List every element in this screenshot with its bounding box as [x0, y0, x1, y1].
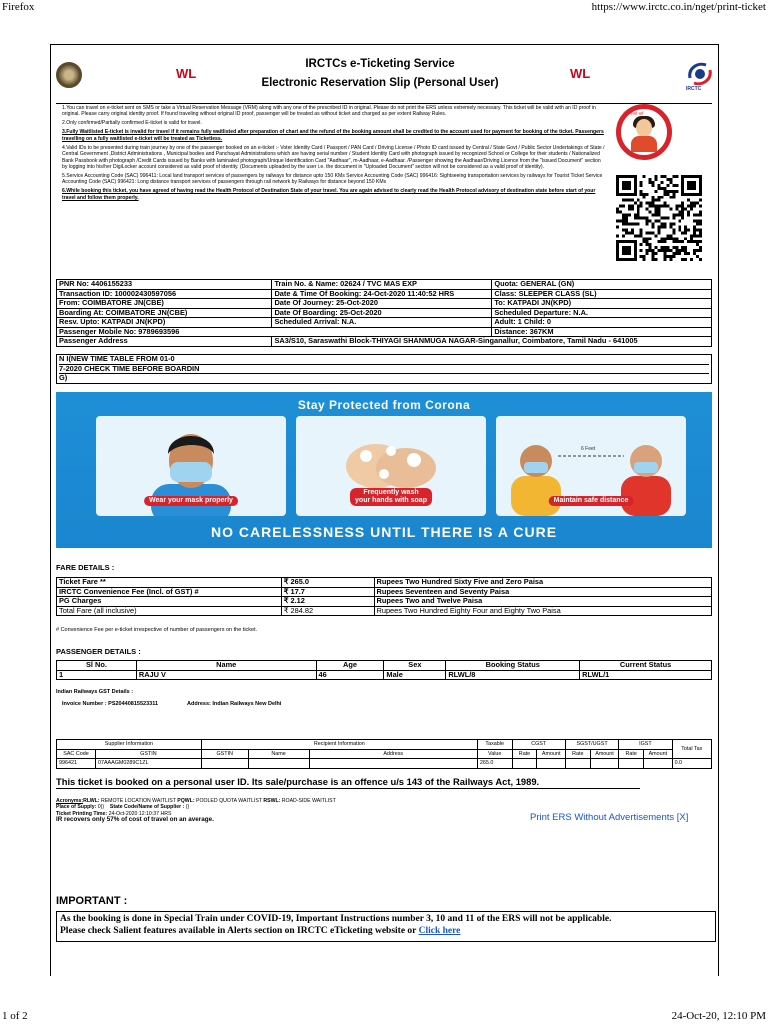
caption-distance: Maintain safe distance: [549, 496, 634, 506]
date-of-journey: Date Of Journey: 25-Oct-2020: [272, 299, 492, 309]
table-header-row: [57, 749, 712, 759]
gst-header-name: Name: [248, 749, 309, 759]
gst-cell: [248, 759, 309, 769]
gst-heading: Indian Railways GST Details :: [56, 689, 134, 695]
acronyms-label: Acronyms:: [56, 798, 84, 804]
date-of-boarding: Date Of Boarding: 25-Oct-2020: [272, 308, 492, 318]
gst-header-cgst: CGST: [512, 740, 565, 750]
passenger-table: [56, 660, 712, 680]
to-station: To: KATPADI JN(KPD): [492, 299, 712, 309]
gst-cell: [512, 759, 537, 769]
fare-label: Total Fare (all inclusive): [57, 606, 282, 616]
gst-sac-code: 996421: [57, 759, 96, 769]
fare-amount: ₹ 284.82: [281, 606, 374, 616]
fare-words: Rupees Two and Twelve Paisa: [374, 597, 712, 607]
boarding-station: Boarding At: COIMBATORE JN(CBE): [57, 308, 272, 318]
page-border-left: [50, 44, 51, 976]
acronyms-block: [56, 798, 336, 823]
print-footer: [0, 1008, 768, 1024]
place-of-supply-label: Place of Supply:: [56, 804, 98, 811]
important-line-2: [60, 925, 712, 937]
passenger-cell: RLWL/8: [446, 670, 580, 680]
notice-underline: [56, 788, 640, 789]
table-row: [57, 280, 712, 290]
fare-label: Ticket Fare **: [57, 578, 282, 588]
header-divider: [56, 103, 712, 104]
passenger-header-cell: Name: [136, 661, 316, 671]
gst-header-recipient: Recipient Information: [201, 740, 477, 750]
passenger-header-cell: Age: [316, 661, 384, 671]
qr-code-icon: [616, 175, 702, 261]
gst-header-igst: IGST: [619, 740, 672, 750]
passenger-address: SA3/S10, Saraswathi Block-THIYAGI SHANMUGA NAGAR-Singanallur, Coimbatore, Tamil Nadu - 641005: [272, 337, 712, 347]
gst-address: Address: Indian Railways New Delhi: [187, 701, 282, 707]
gst-taxable-value: 265.0: [477, 759, 512, 769]
banner-title: Stay Protected from Corona: [297, 398, 471, 412]
distance-label: 6 Feet: [581, 446, 596, 452]
passenger-cell: RLWL/1: [580, 670, 712, 680]
journey-details-table: [56, 279, 712, 347]
table-row: [57, 318, 712, 328]
acr-rswl-text: ROAD-SIDE WAITLIST: [280, 798, 336, 804]
fare-label: IRCTC Convenience Fee (Incl. of GST) #: [57, 587, 282, 597]
important-line-2-text: Please check Salient features available in Alerts section on IRCTC eTicketing website or: [60, 926, 419, 936]
gst-header-sgst: SGST/UGST: [565, 740, 618, 750]
banner-panel-wash: [296, 416, 486, 516]
gst-header-amount: Amount: [537, 749, 565, 759]
table-header-row: [57, 661, 712, 671]
acr-pqwl-text: POOLED QUOTA WAITLIST: [194, 798, 264, 804]
passenger-cell: RAJU V: [136, 670, 316, 680]
gst-cell: [537, 759, 565, 769]
transaction-id: Transaction ID: 100002430597056: [57, 289, 272, 299]
table-row: [57, 337, 712, 347]
gst-header-sac: SAC Code: [57, 749, 96, 759]
gst-total-tax: 0.0: [672, 759, 711, 769]
passenger-heading: PASSENGER DETAILS :: [56, 647, 141, 656]
travel-class: Class: SLEEPER CLASS (SL): [492, 289, 712, 299]
gst-header-total: Total Tax: [672, 740, 711, 759]
page-title: IRCTCs e-Ticketing Service: [305, 58, 455, 70]
gst-header-value: Value: [477, 749, 512, 759]
table-row: [57, 759, 712, 769]
gst-header-amount: Amount: [644, 749, 672, 759]
fare-words: Rupees Two Hundred Sixty Five and Zero Paisa: [374, 578, 712, 588]
instruction-3: 3.Fully Waitlisted E-ticket is invalid for travel if it remains fully waitlisted after preparation of chart and the refund of the booking amount shall be credited to the account used for payment for booking of the ticket. Passengers travelling on a fully waitlisted e-ticket will be treated as Ticketless.: [62, 129, 604, 142]
instruction-2: 2.Only confirmed/Partially confirmed E-ticket is valid for travel.: [62, 120, 202, 127]
timetable-note-line: 7-2020 CHECK TIME BEFORE BOARDIN: [59, 364, 709, 374]
passenger-count: Adult: 1 Child: 0: [492, 318, 712, 328]
quota: Quota: GENERAL (GN): [492, 280, 712, 290]
table-row: [57, 606, 712, 616]
distance: Distance: 367KM: [492, 327, 712, 337]
passenger-header-cell: Booking Status: [446, 661, 580, 671]
invoice-number: Invoice Number : PS20440815523311: [62, 701, 159, 707]
caption-wash-line1: Frequently wash: [363, 489, 419, 496]
passenger-mobile: Passenger Mobile No: 9789693596: [57, 327, 492, 337]
table-header-row: [57, 740, 712, 750]
gst-table: [56, 739, 712, 769]
passenger-cell: Male: [384, 670, 446, 680]
table-row: [57, 289, 712, 299]
from-station: From: COIMBATORE JN(CBE): [57, 299, 272, 309]
print-datetime: 24-Oct-20, 12:10 PM: [671, 1010, 766, 1022]
cost-recovery-note: IR recovers only 57% of cost of travel on an average.: [56, 815, 214, 823]
irctc-logo-text: IRCTC: [686, 86, 702, 92]
scheduled-departure: Scheduled Departure: N.A.: [492, 308, 712, 318]
passenger-header-cell: Sex: [384, 661, 446, 671]
print-time-label: Ticket Printing Time:: [56, 810, 109, 817]
browser-app-name: Firefox: [2, 1, 35, 13]
print-time-value: 24-Oct-2020 12:10:37 HRS: [108, 810, 172, 817]
wl-right-label: WL: [570, 66, 591, 81]
booking-time: Date & Time Of Booking: 24-Oct-2020 11:40:52 HRS: [272, 289, 492, 299]
browser-header: [0, 0, 768, 16]
gst-header-amount: Amount: [590, 749, 618, 759]
instruction-6: 6.While booking this ticket, you have agreed of having read the Health Protocol of Destination State of your travel. You are again advised to clearly read the Health Protocol advisory of destination state before start of your travel and follow them properly.: [62, 188, 596, 201]
banner-panel-mask: [96, 416, 286, 516]
fare-words: Rupees Two Hundred Eighty Four and Eighty Two Paisa: [374, 606, 712, 616]
table-row: [57, 578, 712, 588]
fare-amount: ₹ 17.7: [281, 587, 374, 597]
gst-cell: [309, 759, 477, 769]
instruction-5: 5.Service Accounting Code (SAC) 996411: Local land transport services of passengers by railways for distance upto 150 KMs Service Accounting Code (SAC) 996416: Sightseeing transportation services by railways for Tourist Ticket Service Accounting Code (SAC) 996421: Long distance transport services of passengers through rail network by Railways for distance beyond 150 KMs: [62, 173, 603, 186]
banner-bottom-slogan: NO CARELESSNESS UNTIL THERE IS A CURE: [210, 524, 558, 540]
gst-header-rate: Rate: [619, 749, 644, 759]
important-box: [56, 911, 716, 942]
print-without-ads-link[interactable]: Print ERS Without Advertisements [X]: [530, 812, 689, 823]
fare-words: Rupees Seventeen and Seventy Paisa: [374, 587, 712, 597]
mascot-caption: सेवा परमो धर्म: [623, 111, 644, 116]
gst-header-address: Address: [309, 749, 477, 759]
page-subtitle: Electronic Reservation Slip (Personal User): [261, 77, 499, 89]
important-line-1: As the booking is done in Special Train under COVID-19, Important Instructions number 3, 10 and 11 of the ERS will not be applicable.: [60, 914, 612, 924]
caption-wash-line2: your hands with soap: [355, 497, 427, 504]
fare-amount: ₹ 2.12: [281, 597, 374, 607]
address-label: Passenger Address: [57, 337, 272, 347]
gst-header-taxable: Taxable: [477, 740, 512, 750]
table-row: [57, 597, 712, 607]
timetable-note: [56, 354, 712, 384]
caption-mask: Wear your mask properly: [144, 496, 238, 506]
acr-rlwl: RLWL:: [83, 798, 100, 804]
gst-cell: [644, 759, 672, 769]
fare-amount: ₹ 265.0: [281, 578, 374, 588]
important-heading: IMPORTANT :: [56, 895, 128, 907]
click-here-link[interactable]: Click here: [418, 926, 461, 936]
timetable-note-line: N I(NEW TIME TABLE FROM 01-0: [59, 354, 175, 363]
fare-label: PG Charges: [57, 597, 282, 607]
reservation-upto: Resv. Upto: KATPADI JN(KPD): [57, 318, 272, 328]
acr-rswl: RSWL:: [263, 798, 281, 804]
gst-cell: [619, 759, 644, 769]
caption-wash: [350, 488, 432, 506]
gst-cell: [201, 759, 248, 769]
state-code-label: State Code/Name of Supplier :: [109, 804, 186, 811]
acr-rlwl-text: REMOTE LOCATION WAITLIST: [99, 798, 178, 804]
banner-panel-distance: [496, 416, 686, 516]
table-row: [57, 327, 712, 337]
page-border-top: [50, 44, 719, 45]
place-of-supply-value: 0(): [97, 804, 105, 811]
table-row: [57, 299, 712, 309]
timetable-note-line: G): [59, 373, 709, 383]
passenger-cell: 1: [57, 670, 137, 680]
irctc-mascot-icon: [616, 104, 672, 160]
instructions-block: [62, 105, 607, 204]
gst-gstin: 07AAAGM0289C1ZL: [95, 759, 201, 769]
passenger-header-cell: Sl No.: [57, 661, 137, 671]
instruction-4: 4.Valid IDs to be presented during train journey by one of the passenger booked on an e-ticket :- Voter Identity Card / Passport / PAN Card / Driving License / Photo ID card issued by Central / State Govt / Public Sector Undertakings of State / Central Government ,District Administrations , Municipal bodies and Panchayat Administrations which are having serial number / Student Identity Card with photograph issued by recognized School or College for their students / Nationalized Bank Passbook with photograph /Credit Cards issued by Banks with laminated photograph/Unique Identification Card "Aadhaar", m-Aadhaar, e-Aadhaar. /Passenger showing the Aadhaar/Driving Licence from the "Issued Document" section by logging into his/her DigiLocker account considered as valid proof of identity. (Documents uploaded by the user i.e. the document in "Uploaded Document" section will not be considered as a valid proof of identity).: [62, 144, 605, 171]
table-row: [57, 308, 712, 318]
passenger-header-cell: Current Status: [580, 661, 712, 671]
page-number: 1 of 2: [2, 1010, 28, 1022]
pnr-number: PNR No: 4406155233: [57, 280, 272, 290]
personal-user-notice: This ticket is booked on a personal user ID. Its sale/purchase is an offence u/s 143 of the Railways Act, 1989.: [56, 776, 540, 787]
instruction-1: 1.You can travel on e-ticket sent on SMS or take a Virtual Reservation Message (VRM) along with any one of the prescribed ID in original. Please do not print the ERS unless extremely necessary. This ticket will be valid with an ID proof in original. Please carry original identity proof. If found traveling without original ID proof, passenger will be treated as without ticket and charged as per extent Railway Rules.: [62, 105, 596, 118]
fare-heading: FARE DETAILS :: [56, 563, 115, 572]
acr-pqwl: PQWL:: [177, 798, 195, 804]
gst-header-rgstin: GSTIN: [201, 749, 248, 759]
browser-url: https://www.irctc.co.in/nget/print-ticket: [591, 1, 766, 13]
scheduled-arrival: Scheduled Arrival: N.A.: [272, 318, 492, 328]
convenience-fee-note: # Convenience Fee per e-ticket irrespective of number of passengers on the ticket.: [56, 627, 258, 633]
indian-railways-emblem-icon: [56, 62, 82, 88]
table-row: [57, 670, 712, 680]
page-border-right: [718, 44, 719, 976]
fare-table: [56, 577, 712, 616]
gst-cell: [590, 759, 618, 769]
gst-cell: [565, 759, 590, 769]
passenger-cell: 46: [316, 670, 384, 680]
gst-header-rate: Rate: [512, 749, 537, 759]
wl-left-label: WL: [176, 66, 197, 81]
gst-header-rate: Rate: [565, 749, 590, 759]
gst-header-supplier: Supplier Information: [57, 740, 202, 750]
train-name: Train No. & Name: 02624 / TVC MAS EXP: [272, 280, 492, 290]
covid-advertisement-banner: [56, 392, 712, 548]
state-code-value: (): [185, 804, 190, 811]
gst-header-gstin: GSTIN: [95, 749, 201, 759]
